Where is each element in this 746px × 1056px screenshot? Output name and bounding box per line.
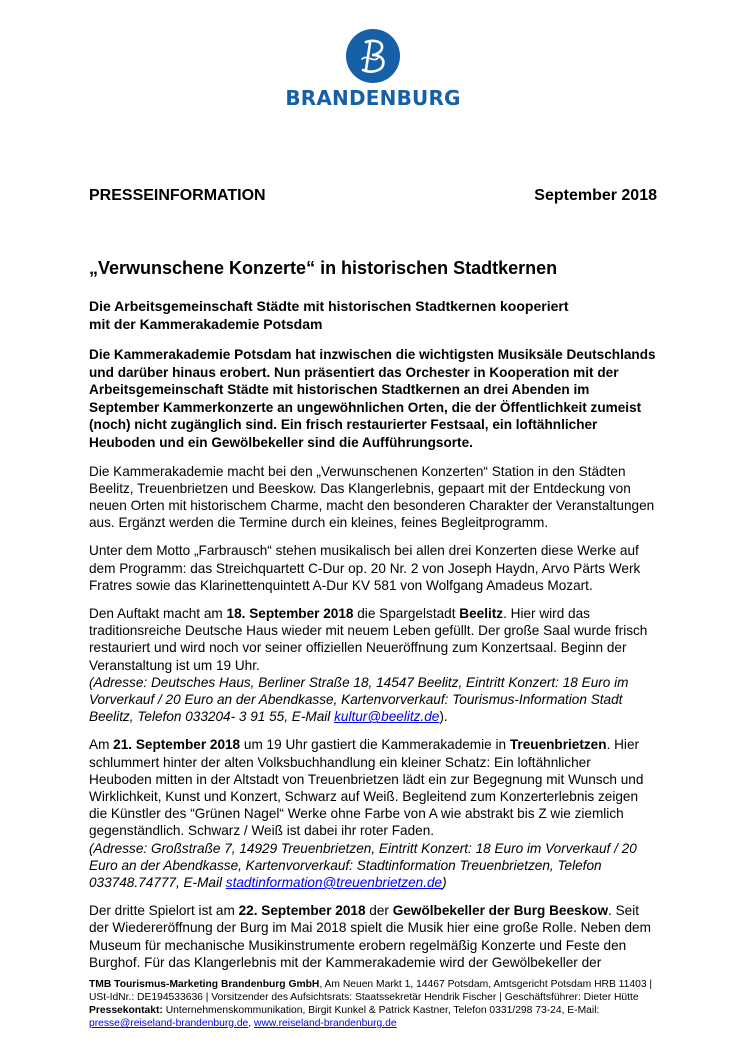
subheadline: Die Arbeitsgemeinschaft Städte mit historischen Stadtkernen kooperiert mit der Kammerakademie Potsdam	[89, 298, 569, 332]
treuenbrietzen-email-link[interactable]: stadtinformation@treuenbrietzen.de	[225, 875, 443, 891]
lead-paragraph: Die Kammerakademie Potsdam hat inzwischen die wichtigsten Musiksäle Deutschlands und darüber hinaus erobert. Nun präsentiert das Orchester in Kooperation mit der Arbeitsgemeinschaft Städte mit historischen Stadtkernen an drei Abenden im September Kammerkonzerte an ungewöhnlichen Orten, die der Öffentlichkeit zumeist (noch) nicht zugänglich sind. Ein frisch restaurierter Festsaal, ein loftähnlicher Heuboden und ein Gewölbekeller sind die Aufführungsorte.	[89, 347, 656, 450]
doc-date: September 2018	[534, 187, 657, 204]
brandenburg-b-logo-icon	[345, 28, 401, 84]
treuenbrietzen-date: 21. September 2018	[113, 737, 241, 753]
headline: „Verwunschene Konzerte“ in historischen Stadtkernen	[89, 258, 558, 278]
beeskow-date: 22. September 2018	[238, 903, 366, 919]
paragraph-stations: Die Kammerakademie macht bei den „Verwunschenen Konzerten“ Station in den Städten Beelitz, Treuenbrietzen und Beeskow. Das Klangerlebnis, gepaart mit der Entdeckung von neuen Orten mit historischem Charme, macht den besonderen Charakter der Veranstaltungen aus. Ergänzt werden die Termine durch ein kleines, feines Begleitprogramm.	[89, 463, 655, 531]
paragraph-beeskow: Der dritte Spielort ist am 22. September 2018 der Gewölbekeller der Burg Beeskow. Seit der Wiedereröffnung der Burg im Mai 2018 spielt die Musik hier eine große Rolle. Neben dem Museum für mechanische Musikinstrumente erobern regelmäßig Konzerte und Feste den Burghof. Für das Klangerlebnis mit der Kammerakademie wird der Gewölbekeller der	[89, 903, 651, 970]
treuenbrietzen-address: (Adresse: Großstraße 7, 14929 Treuenbrietzen, Eintritt Konzert: 18 Euro im Vorverkauf / 20 Euro an der Abendkasse, Kartenvorverkauf: Stadtinformation Treuenbrietzen, Telefon 033748.74777, E-Mail stadtinformation@treuenbrietzen.de)	[89, 840, 637, 891]
header-row	[89, 187, 657, 205]
doc-type-label: PRESSEINFORMATION	[89, 187, 266, 204]
beelitz-date: 18. September 2018	[226, 605, 354, 621]
paragraph-beelitz: Den Auftakt macht am 18. September 2018 die Spargelstadt Beelitz. Hier wird das traditionsreiche Deutsche Haus wieder mit neuem Leben gefüllt. Der große Saal wurde frisch restauriert und wird noch vor seiner offiziellen Neueröffnung zum Konzertsaal. Beginn der Veranstaltung ist um 19 Uhr. (Adresse: Deutsches Haus, Berliner Straße 18, 14547 Beelitz, Eintritt Konzert: 18 Euro im Vorverkauf / 20 Euro an der Abendkasse, Kartenvorverkauf: Tourismus-Information Stadt Beelitz, Telefon 033204- 3 91 55, E-Mail kultur@beelitz.de).	[89, 605, 648, 725]
beelitz-address: (Adresse: Deutsches Haus, Berliner Straße 18, 14547 Beelitz, Eintritt Konzert: 18 Euro im Vorverkauf / 20 Euro an der Abendkasse, Kartenvorverkauf: Tourismus-Information Stadt Beelitz, Telefon 033204- 3 91 55, E-Mail kultur@beelitz.de	[89, 674, 629, 725]
footer-press-label: Pressekontakt:	[89, 1005, 163, 1016]
paragraph-treuenbrietzen: Am 21. September 2018 um 19 Uhr gastiert die Kammerakademie in Treuenbrietzen. Hier schlummert hinter der alten Volksbuchhandlung ein kleiner Schatz: Ein loftähnlicher Heuboden mitten in der Altstadt von Treuenbrietzen lädt ein zur Begegnung mit Wunsch und Wirklichkeit, Kunst und Konzert, Schwarz auf Weiß. Begleitend zum Konzerterlebnis zeigen die Künstler des “Grünen Nagel“ Werke ohne Farbe von A wie abstrakt bis Z wie ziemlich gegenständlich. Schwarz / Weiß ist dabei ihr roter Faden. (Adresse: Großstraße 7, 14929 Treuenbrietzen, Eintritt Konzert: 18 Euro im Vorverkauf / 20 Euro an der Abendkasse, Kartenvorverkauf: Stadtinformation Treuenbrietzen, Telefon 033748.74777, E-Mail stadtinformation@treuenbrietzen.de)	[89, 737, 644, 891]
treuenbrietzen-city: Treuenbrietzen	[509, 737, 607, 753]
footer-email-link[interactable]: presse@reiseland-brandenburg.de	[89, 1018, 249, 1029]
logo-wordmark: BRANDENBURG	[285, 86, 461, 110]
brandenburg-logo	[0, 28, 746, 110]
paragraph-program: Unter dem Motto „Farbrausch“ stehen musikalisch bei allen drei Konzerten diese Werke auf dem Programm: das Streichquartett C-Dur op. 20 Nr. 2 von Joseph Haydn, Arvo Pärts Werk Fratres sowie das Klarinettenquintett A-Dur KV 581 von Wolfgang Amadeus Mozart.	[89, 543, 641, 593]
footer: TMB Tourismus-Marketing Brandenburg GmbH, Am Neuen Markt 1, 14467 Potsdam, Amtsgericht Potsdam HRB 11403 | USt-IdNr.: DE194533636 | Vorsitzender des Aufsichtsrats: Staatssekretär Hendrik Fischer | Geschäftsführer: Dieter Hütte Pressekontakt: Unternehmenskommunikation, Birgit Kunkel & Patrick Kastner, Telefon 0331/298 73-24, E-Mail: presse@reiseland-brandenburg.de, www.reiseland-brandenburg.de	[89, 979, 653, 1029]
beelitz-email-link[interactable]: kultur@beelitz.de	[334, 709, 440, 725]
beelitz-city: Beelitz	[459, 605, 504, 621]
press-release	[89, 187, 657, 971]
footer-website-link[interactable]: www.reiseland-brandenburg.de	[254, 1018, 397, 1029]
footer-company: TMB Tourismus-Marketing Brandenburg GmbH	[89, 979, 320, 990]
beeskow-place: Gewölbekeller der Burg Beeskow	[392, 903, 609, 919]
